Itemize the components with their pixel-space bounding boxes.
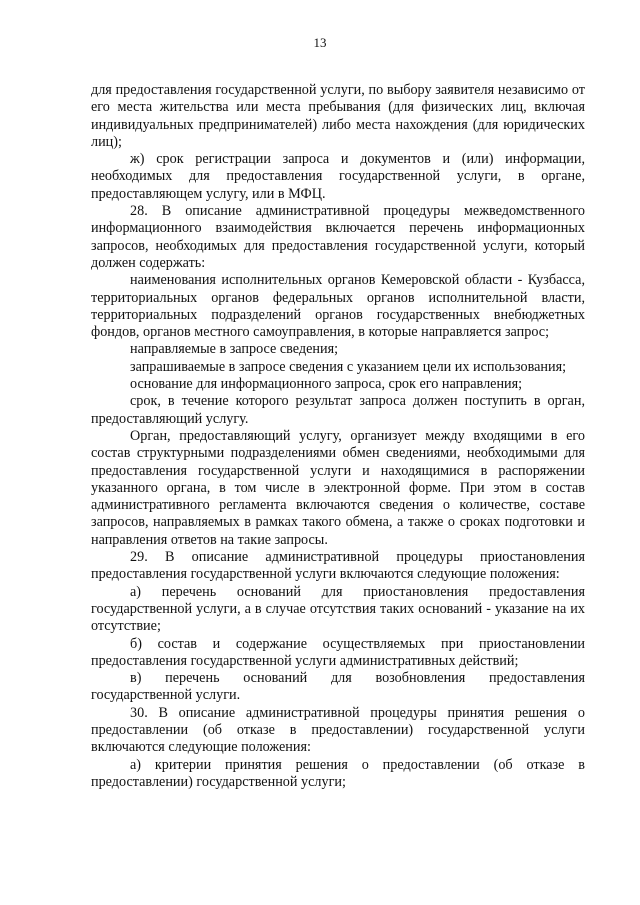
paragraph-section-30: 30. В описание административной процедуры принятия решения о предоставлении (об отказе в предоставлении) государственной услуги включаются следующие положения:	[91, 704, 585, 756]
paragraph-list-item: направляемые в запросе сведения;	[130, 341, 339, 358]
paragraph-section-28: 28. В описание административной процедуры межведомственного информационного взаимодействия включается перечень информационных запросов, необходимых для предоставления государственной услуги, который должен содержать:	[91, 203, 585, 271]
paragraph-item-v: в) перечень оснований для возобновления предоставления государственной услуги.	[91, 670, 585, 704]
paragraph-list-item: срок, в течение которого результат запроса должен поступить в орган, предоставляющий услугу.	[91, 393, 585, 427]
paragraph-item-b: б) состав и содержание осуществляемых при приостановлении предоставления государственной услуги административных действий;	[91, 635, 585, 669]
paragraph-item-zh: ж) срок регистрации запроса и документов и (или) информации, необходимых для предоставления государственной услуги, в органе, предоставляющем услугу, или в МФЦ.	[91, 151, 585, 202]
paragraph-section-29: 29. В описание административной процедуры приостановления предоставления государственной услуги включаются следующие положения:	[91, 549, 585, 583]
page-number: 13	[313, 35, 327, 50]
paragraph-item-a: а) критерии принятия решения о предоставлении (об отказе в предоставлении) государственной услуги;	[91, 756, 585, 790]
paragraph-item-a: а) перечень оснований для приостановления предоставления государственной услуги, а в случае отсутствия таких оснований - указание на их отсутствие;	[91, 583, 585, 635]
document-body	[91, 82, 585, 791]
paragraph-list-item: запрашиваемые в запросе сведения с указанием цели их использования;	[130, 358, 567, 375]
paragraph-list-item: наименования исполнительных органов Кемеровской области - Кузбасса, территориальных органов федеральных органов исполнительной власти, территориальных подразделений органов государственных внебюджетных фондов, органов местного самоуправления, в которые направляется запрос;	[91, 272, 585, 341]
paragraph-exchange: Орган, предоставляющий услугу, организует между входящими в его состав структурными подразделениями обмен сведениями, необходимыми для предоставления государственной услуги и находящимися в распоряжении указанного органа, в том числе в электронной форме. При этом в состав административного регламента включаются сведения о количестве, составе запросов, направляемых в рамках такого обмена, а также о сроках подготовки и направления ответов на такие запросы.	[91, 427, 585, 548]
paragraph-list-item: основание для информационного запроса, срок его направления;	[130, 376, 523, 393]
paragraph-continuation: для предоставления государственной услуги, по выбору заявителя независимо от его места жительства или места пребывания (для физических лиц, включая индивидуальных предпринимателей) либо места нахождения (для юридических лиц);	[91, 82, 585, 150]
